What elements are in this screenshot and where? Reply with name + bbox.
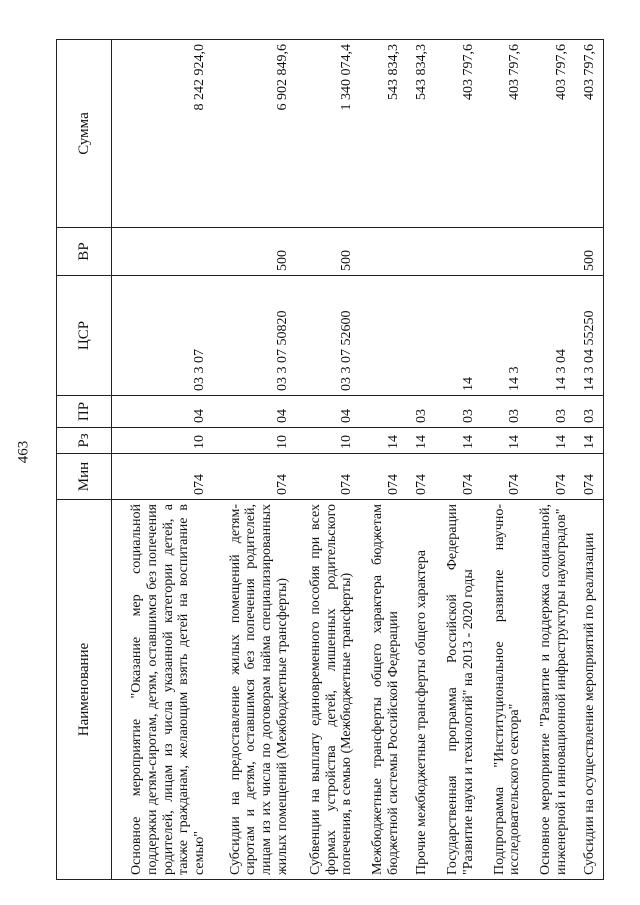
table-row bbox=[295, 40, 360, 880]
row-sum: 8 242 924,0 bbox=[112, 40, 213, 228]
row-csr: 14 bbox=[435, 276, 482, 396]
row-csr bbox=[406, 276, 434, 396]
row-min: 074 bbox=[574, 454, 603, 500]
row-csr: 14 3 04 bbox=[528, 276, 575, 396]
table-row bbox=[435, 40, 482, 880]
row-min: 074 bbox=[295, 454, 360, 500]
row-name: Государственная программа Российской Федерации "Развитие науки и технологий" на 2013 - 2020 годы bbox=[435, 500, 482, 880]
row-min: 074 bbox=[360, 454, 407, 500]
header-name: Наименование bbox=[57, 500, 112, 880]
table-row bbox=[360, 40, 407, 880]
row-pr: 03 bbox=[481, 396, 528, 428]
row-rz: 14 bbox=[574, 428, 603, 454]
row-rz: 14 bbox=[435, 428, 482, 454]
page-number: 463 bbox=[15, 440, 32, 464]
row-rz: 10 bbox=[112, 428, 213, 454]
row-min: 074 bbox=[112, 454, 213, 500]
row-pr: 03 bbox=[435, 396, 482, 428]
row-vr: 500 bbox=[213, 228, 296, 276]
row-rz: 14 bbox=[481, 428, 528, 454]
row-sum: 403 797,6 bbox=[528, 40, 575, 228]
row-name: Основное мероприятие "Развитие и поддержка социальной, инженерной и инновационной инфраструктуры наукоградов" bbox=[528, 500, 575, 880]
table-row bbox=[574, 40, 603, 880]
table-row bbox=[528, 40, 575, 880]
row-pr: 04 bbox=[112, 396, 213, 428]
row-rz: 14 bbox=[360, 428, 407, 454]
row-name: Субсидии на осуществление мероприятий по реализации bbox=[574, 500, 603, 880]
table-row bbox=[406, 40, 434, 880]
row-csr: 14 3 04 55250 bbox=[574, 276, 603, 396]
row-pr bbox=[360, 396, 407, 428]
row-rz: 14 bbox=[406, 428, 434, 454]
row-pr: 04 bbox=[295, 396, 360, 428]
row-pr: 03 bbox=[406, 396, 434, 428]
row-name: Прочие межбюджетные трансферты общего характера bbox=[406, 500, 434, 880]
row-csr: 14 3 bbox=[481, 276, 528, 396]
header-rz: Рз bbox=[57, 428, 112, 454]
table-header-row bbox=[57, 40, 112, 880]
header-min: Мин bbox=[57, 454, 112, 500]
header-sum: Сумма bbox=[57, 40, 112, 228]
rotated-page-content bbox=[56, 40, 604, 880]
row-name: Межбюджетные трансферты общего характера бюджетам бюджетной системы Российской Федерации bbox=[360, 500, 407, 880]
row-min: 074 bbox=[528, 454, 575, 500]
row-min: 074 bbox=[213, 454, 296, 500]
row-min: 074 bbox=[435, 454, 482, 500]
row-csr: 03 3 07 50820 bbox=[213, 276, 296, 396]
row-vr bbox=[481, 228, 528, 276]
row-rz: 14 bbox=[528, 428, 575, 454]
row-pr: 03 bbox=[574, 396, 603, 428]
table-row bbox=[481, 40, 528, 880]
row-name: Субвенции на выплату единовременного пособия при всех формах устройства детей, лишенных родительского попечения, в семью (Межбюджетные трансферты) bbox=[295, 500, 360, 880]
row-vr bbox=[406, 228, 434, 276]
row-csr: 03 3 07 bbox=[112, 276, 213, 396]
row-vr: 500 bbox=[574, 228, 603, 276]
row-csr bbox=[360, 276, 407, 396]
row-vr: 500 bbox=[295, 228, 360, 276]
row-name: Основное мероприятие "Оказание мер социальной поддержки детям-сиротам, детям, оставшимся без попечения родителей, лицам из числа указанной категории детей, а также гражданам, желающим взять детей на воспитание в семью" bbox=[112, 500, 213, 880]
row-rz: 10 bbox=[213, 428, 296, 454]
row-pr: 04 bbox=[213, 396, 296, 428]
row-sum: 543 834,3 bbox=[406, 40, 434, 228]
row-vr bbox=[435, 228, 482, 276]
header-pr: ПР bbox=[57, 396, 112, 428]
row-min: 074 bbox=[406, 454, 434, 500]
row-sum: 403 797,6 bbox=[435, 40, 482, 228]
row-sum: 6 902 849,6 bbox=[213, 40, 296, 228]
row-name: Подпрограмма "Институциональное развитие научно-исследовательского сектора" bbox=[481, 500, 528, 880]
header-csr: ЦСР bbox=[57, 276, 112, 396]
row-sum: 543 834,3 bbox=[360, 40, 407, 228]
table-row bbox=[213, 40, 296, 880]
row-pr: 03 bbox=[528, 396, 575, 428]
header-vr: ВР bbox=[57, 228, 112, 276]
budget-table bbox=[56, 39, 604, 880]
row-vr bbox=[360, 228, 407, 276]
row-min: 074 bbox=[481, 454, 528, 500]
row-csr: 03 3 07 52600 bbox=[295, 276, 360, 396]
row-sum: 403 797,6 bbox=[574, 40, 603, 228]
row-vr bbox=[528, 228, 575, 276]
row-sum: 1 340 074,4 bbox=[295, 40, 360, 228]
row-name: Субсидии на предоставление жилых помещений детям-сиротам и детям, оставшимся без попечения родителей, лицам из их числа по договорам найма специализированных жилых помещений (Межбюджетные трансферты) bbox=[213, 500, 296, 880]
table-row bbox=[112, 40, 213, 880]
row-vr bbox=[112, 228, 213, 276]
row-rz: 10 bbox=[295, 428, 360, 454]
row-sum: 403 797,6 bbox=[481, 40, 528, 228]
